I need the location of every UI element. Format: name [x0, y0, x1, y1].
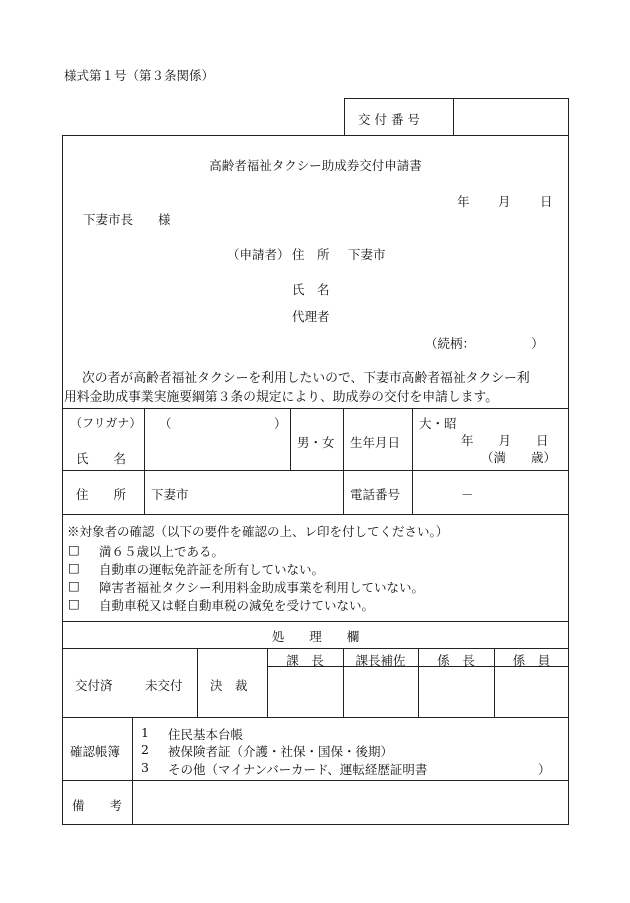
- address-label: 住 所: [76, 487, 127, 502]
- agent-label: 代理者: [292, 309, 330, 324]
- ledger-item-3[interactable]: その他（マイナンバーカード、運転経歴証明書: [168, 762, 428, 777]
- birthdate-ymd[interactable]: 年 月 日: [461, 433, 549, 448]
- birthdate-label: 生年月日: [350, 435, 401, 450]
- ledger-num-3: 3: [141, 760, 149, 775]
- confirm-item-3: 障害者福祉タクシー利用料金助成事業を利用していない。: [99, 580, 425, 595]
- checkbox-1[interactable]: □: [68, 542, 80, 557]
- date-day[interactable]: 日: [540, 194, 553, 209]
- checkbox-4[interactable]: □: [68, 596, 80, 611]
- form-frame: [62, 135, 569, 825]
- applicant-label: （申請者）: [227, 247, 290, 262]
- age-field[interactable]: （満 歳）: [481, 450, 557, 465]
- date-month[interactable]: 月: [498, 194, 511, 209]
- ledger-label: 確認帳簿: [70, 744, 121, 759]
- role-deputy-chief: 課長補佐: [355, 653, 406, 668]
- furigana-paren-open: （: [159, 416, 172, 431]
- remarks-field[interactable]: [140, 786, 560, 820]
- relation-field[interactable]: （続柄： ）: [425, 336, 544, 351]
- body-text-line2: 用料金助成事業実施要綱第３条の規定により、助成券の交付を申請します。: [64, 390, 499, 405]
- not-issued-option[interactable]: 未交付: [145, 678, 183, 693]
- checkbox-2[interactable]: □: [68, 560, 80, 575]
- role-section-chief: 課 長: [286, 653, 324, 668]
- body-text-line1: 次の者が高齢者福祉タクシーを利用したいので、下妻市高齢者福祉タクシー利: [82, 371, 530, 386]
- phone-label: 電話番号: [350, 487, 401, 502]
- addressee: 下妻市長 様: [83, 212, 171, 227]
- applicant-name-label: 氏 名: [292, 282, 330, 297]
- name-label: 氏 名: [76, 451, 127, 466]
- confirm-item-2: 自動車の運転免許証を所有していない。: [99, 562, 325, 577]
- form-number-label: 様式第１号（第３条関係）: [64, 68, 215, 83]
- issued-option[interactable]: 交付済: [75, 678, 113, 693]
- date-year[interactable]: 年: [457, 194, 470, 209]
- confirm-item-4: 自動車税又は軽自動車税の減免を受けていない。: [99, 598, 375, 613]
- remarks-label: 備 考: [72, 798, 123, 813]
- ledger-item-2[interactable]: 被保険者証（介護・社保・国保・後期）: [168, 744, 394, 759]
- applicant-address-value[interactable]: 下妻市: [348, 247, 386, 262]
- applicant-address-label: 住 所: [292, 247, 330, 262]
- issue-number-label: 交 付 番 号: [358, 112, 420, 127]
- ledger-item-1[interactable]: 住民基本台帳: [168, 727, 244, 742]
- furigana-paren-close: ）: [274, 416, 287, 431]
- processing-heading: 処 理 欄: [271, 629, 360, 644]
- form-title: 高齢者福祉タクシー助成券交付申請書: [209, 158, 422, 173]
- furigana-label: （フリガナ）: [70, 416, 142, 430]
- address-value[interactable]: 下妻市: [151, 487, 189, 502]
- era-field[interactable]: 大・昭: [419, 416, 457, 431]
- phone-value[interactable]: －: [461, 487, 474, 502]
- role-unit-chief: 係 長: [437, 653, 475, 668]
- role-staff: 係 員: [512, 653, 551, 668]
- decision-label: 決 裁: [210, 678, 248, 693]
- ledger-num-1: 1: [141, 725, 149, 740]
- confirm-item-1: 満６５歳以上である。: [99, 544, 225, 559]
- confirm-heading: ※対象者の確認（以下の要件を確認の上、レ印を付してください。）: [67, 524, 449, 539]
- ledger-num-2: 2: [141, 742, 149, 757]
- checkbox-3[interactable]: □: [68, 578, 80, 593]
- gender-field[interactable]: 男・女: [297, 435, 335, 450]
- ledger-close-paren: ）: [538, 762, 551, 777]
